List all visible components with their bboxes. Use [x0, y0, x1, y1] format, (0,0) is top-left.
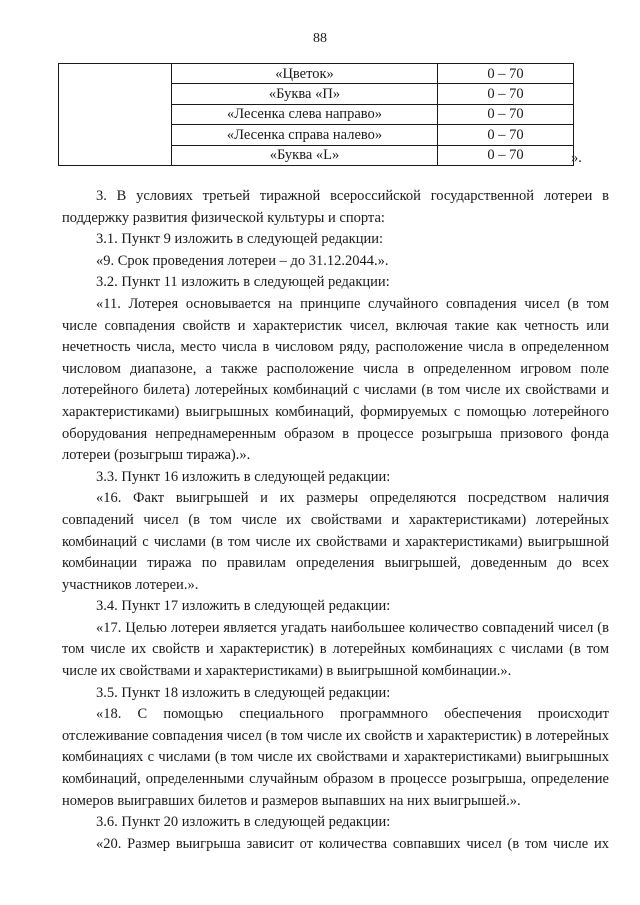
- paragraph-item-18: «18. С помощью специального программного обеспечения происходит отслеживание совпадения чисел (в том числе их свойств и характеристик) в лотерейных комбинациях с числами (в том числе их свойствами и характеристиками) выигрышных комбинаций, определенными случайным образом в процессе розыгрыша, определение номеров выигравших билетов и размеров выпавших на них выигрышей.».: [62, 706, 609, 809]
- combination-range-cell: 0 – 70: [438, 64, 574, 84]
- paragraph-item-17: «17. Целью лотереи является угадать наибольшее количество совпадений чисел (в том числе их свойств и характеристик) в лотерейных комбинациях с числами (в том числе их свойствами и характеристиками) в выигрышной комбинации.».: [62, 619, 609, 680]
- paragraph-3-4: 3.4. Пункт 17 изложить в следующей редакции:: [96, 598, 391, 615]
- combination-range-cell: 0 – 70: [438, 104, 574, 124]
- paragraph-3-6: 3.6. Пункт 20 изложить в следующей редакции:: [96, 814, 391, 831]
- paragraph-3-1: 3.1. Пункт 9 изложить в следующей редакции:: [96, 231, 384, 248]
- paragraph-item-9: «9. Срок проведения лотереи – до 31.12.2044.».: [96, 252, 389, 269]
- paragraph-item-20: «20. Размер выигрыша зависит от количества совпавших чисел (в том числе их: [96, 835, 609, 852]
- paragraph-3-5: 3.5. Пункт 18 изложить в следующей редакции:: [96, 684, 391, 701]
- combination-name-cell: «Буква «L»: [172, 145, 438, 165]
- combination-name-cell: «Буква «П»: [172, 84, 438, 104]
- empty-merged-cell: [59, 64, 172, 166]
- table-row: [59, 64, 574, 84]
- combination-range-cell: 0 – 70: [438, 125, 574, 145]
- document-body: [62, 186, 609, 855]
- paragraph-3-2: 3.2. Пункт 11 изложить в следующей редакции:: [96, 274, 390, 291]
- paragraph-section-3: 3. В условиях третьей тиражной всероссийской государственной лотереи в поддержку развития физической культуры и спорта:: [62, 188, 609, 226]
- combination-range-cell: 0 – 70: [438, 84, 574, 104]
- combinations-table: [58, 63, 574, 166]
- paragraph-item-11: «11. Лотерея основывается на принципе случайного совпадения чисел (в том числе совпадения свойств и характеристик чисел, включая такие как четность или нечетность числа, место числа в числовом ряду, расположение числа в определенном числовом диапазоне, а также расположение числа в определенном игровом поле лотерейного билета) лотерейных комбинаций с числами (в том числе их свойствами и характеристиками) выигрышных комбинаций, формируемых с помощью лотерейного оборудования непреднамеренным образом в процессе розыгрыша призового фонда лотереи (розыгрыш тиража).».: [62, 295, 609, 464]
- combination-name-cell: «Лесенка слева направо»: [172, 104, 438, 124]
- paragraph-3-3: 3.3. Пункт 16 изложить в следующей редакции:: [96, 468, 391, 485]
- combination-name-cell: «Лесенка справа налево»: [172, 125, 438, 145]
- combination-range-cell: 0 – 70: [438, 145, 574, 165]
- page-number: 88: [313, 31, 327, 46]
- paragraph-item-16: «16. Факт выигрышей и их размеры определяются посредством наличия совпадений чисел (в том числе их свойствами и характеристиками) лотерейных комбинаций с числами (в том числе их свойствами и характеристиками) выигрышной комбинации тиража по правилам определения выигрышей, доведенным до всех участников лотереи.».: [62, 490, 609, 593]
- table-closing-quote: ».: [571, 150, 582, 166]
- combination-name-cell: «Цветок»: [172, 64, 438, 84]
